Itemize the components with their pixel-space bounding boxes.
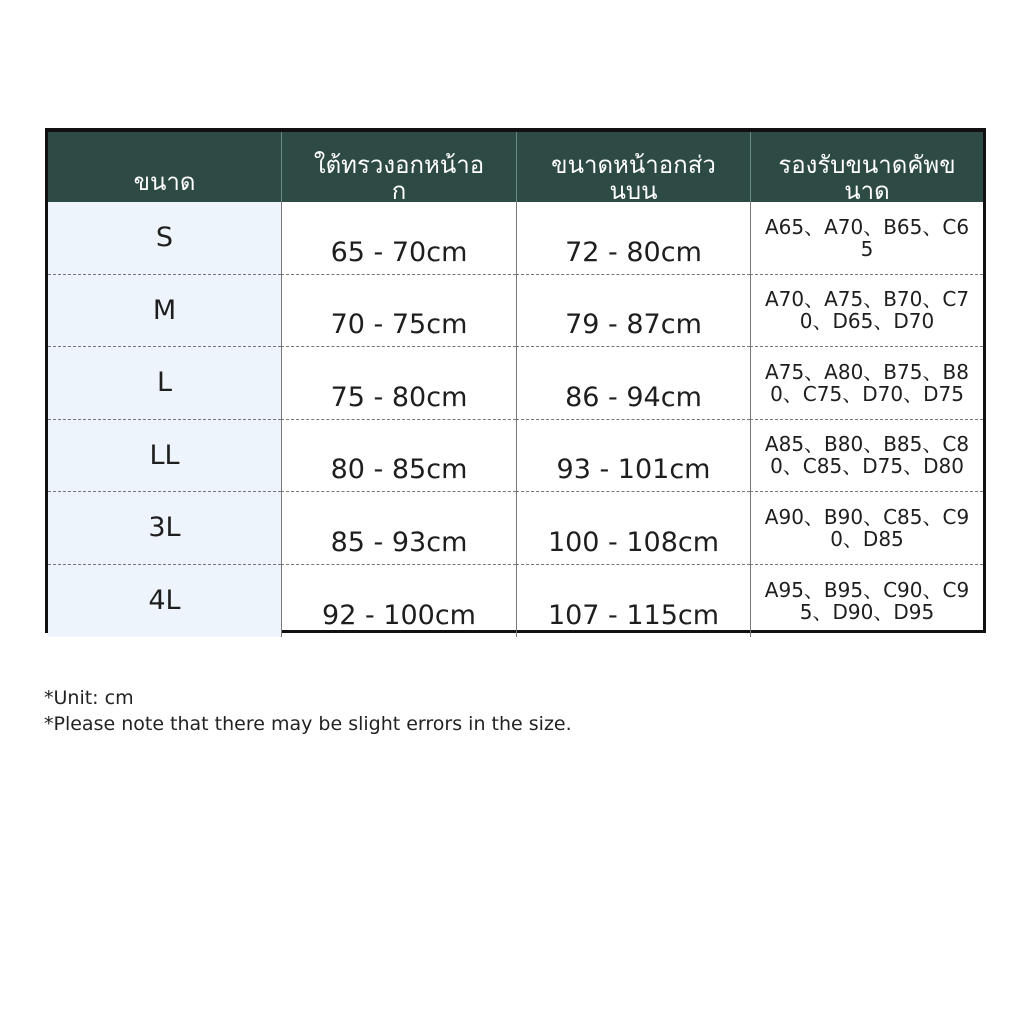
size-column-header: ขนาด (48, 132, 281, 202)
bust-cell: 79 - 87cm (516, 275, 750, 348)
under-bust-cell: 85 - 93cm (281, 492, 516, 565)
under-bust-cell: 92 - 100cm (281, 565, 516, 638)
cup-range-cell: A90、B90、C85、C90、D85 (750, 492, 983, 565)
bust-cell: 100 - 108cm (516, 492, 750, 565)
under-bust-cell: 65 - 70cm (281, 202, 516, 275)
cup-range-cell: A65、A70、B65、C65 (750, 202, 983, 275)
size-cell: LL (48, 420, 281, 493)
unit-note: *Unit: cm (44, 687, 134, 709)
bust-cell: 93 - 101cm (516, 420, 750, 493)
cup-range-cell: A85、B80、B85、C80、C85、D75、D80 (750, 420, 983, 493)
under-bust-cell: 80 - 85cm (281, 420, 516, 493)
bust-header: ขนาดหน้าอกส่วนบน (516, 132, 750, 202)
cup-range-header: รองรับขนาดคัพขนาด (750, 132, 983, 202)
cup-range-cell: A95、B95、C90、C95、D90、D95 (750, 565, 983, 638)
footnotes (44, 685, 572, 737)
bust-cell: 72 - 80cm (516, 202, 750, 275)
bust-cell: 107 - 115cm (516, 565, 750, 638)
under-bust-header: ใต้ทรวงอกหน้าอก (281, 132, 516, 202)
bust-cell: 86 - 94cm (516, 347, 750, 420)
under-bust-cell: 75 - 80cm (281, 347, 516, 420)
size-cell: L (48, 347, 281, 420)
cup-range-cell: A70、A75、B70、C70、D65、D70 (750, 275, 983, 348)
under-bust-cell: 70 - 75cm (281, 275, 516, 348)
size-cell: 4L (48, 565, 281, 638)
size-table (45, 128, 986, 633)
size-cell: 3L (48, 492, 281, 565)
error-note: *Please note that there may be slight errors in the size. (44, 713, 572, 735)
cup-range-cell: A75、A80、B75、B80、C75、D70、D75 (750, 347, 983, 420)
size-cell: S (48, 202, 281, 275)
size-cell: M (48, 275, 281, 348)
